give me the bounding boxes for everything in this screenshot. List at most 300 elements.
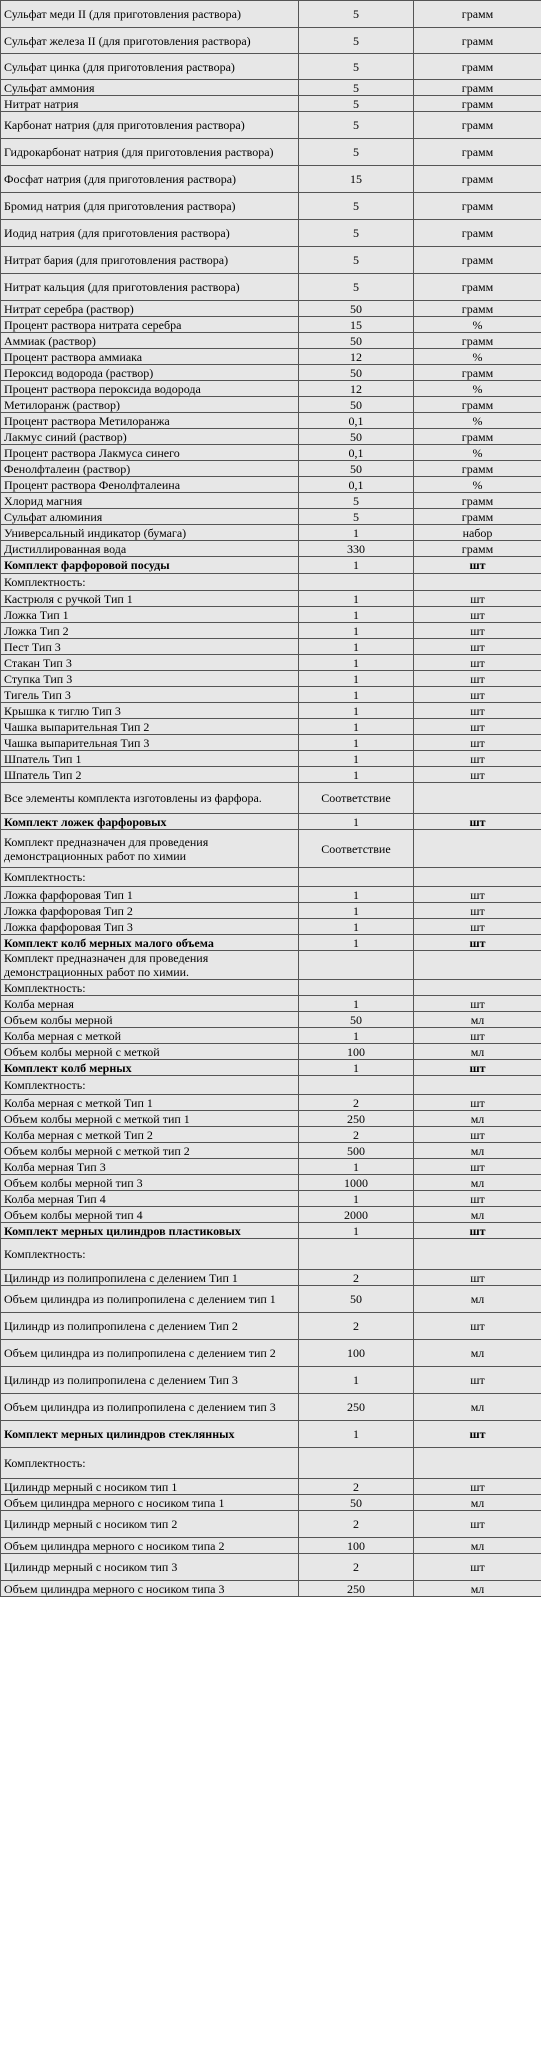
item-name-cell: Цилиндр мерный с носиком тип 2 bbox=[1, 1511, 299, 1538]
item-name-cell: Объем колбы мерной с меткой тип 1 bbox=[1, 1111, 299, 1127]
item-value-cell: 1 bbox=[299, 1191, 414, 1207]
item-name-cell: Фосфат натрия (для приготовления раствора) bbox=[1, 166, 299, 193]
item-name-cell: Карбонат натрия (для приготовления раствора) bbox=[1, 112, 299, 139]
item-unit-cell: грамм bbox=[414, 220, 541, 247]
item-unit-cell: шт bbox=[414, 1028, 541, 1044]
table-row bbox=[1, 1554, 541, 1581]
item-value-cell: 2 bbox=[299, 1313, 414, 1340]
item-value-cell: 1 bbox=[299, 919, 414, 935]
item-value-cell: 1 bbox=[299, 591, 414, 607]
item-value-cell: 1 bbox=[299, 935, 414, 951]
item-value-cell: 100 bbox=[299, 1044, 414, 1060]
table-row bbox=[1, 951, 541, 980]
item-value-cell bbox=[299, 1076, 414, 1095]
section-header-row bbox=[1, 1421, 541, 1448]
section-header-row bbox=[1, 935, 541, 951]
table-row bbox=[1, 751, 541, 767]
item-value-cell: 1 bbox=[299, 525, 414, 541]
table-row bbox=[1, 220, 541, 247]
item-unit-cell: мл bbox=[414, 1044, 541, 1060]
item-value-cell: 0,1 bbox=[299, 445, 414, 461]
table-row bbox=[1, 996, 541, 1012]
item-unit-cell: шт bbox=[414, 639, 541, 655]
table-row bbox=[1, 509, 541, 525]
item-unit-cell: % bbox=[414, 317, 541, 333]
item-value-cell: Соответствие bbox=[299, 830, 414, 868]
item-unit-cell: шт bbox=[414, 1313, 541, 1340]
item-unit-cell: грамм bbox=[414, 28, 541, 54]
item-value-cell: 1 bbox=[299, 719, 414, 735]
item-unit-cell: грамм bbox=[414, 397, 541, 413]
item-unit-cell: шт bbox=[414, 996, 541, 1012]
item-unit-cell: шт bbox=[414, 751, 541, 767]
item-value-cell: 2 bbox=[299, 1511, 414, 1538]
item-unit-cell: грамм bbox=[414, 301, 541, 317]
item-name-cell: Объем цилиндра мерного с носиком типа 2 bbox=[1, 1538, 299, 1554]
item-name-cell: Цилиндр из полипропилена с делением Тип 3 bbox=[1, 1367, 299, 1394]
item-value-cell: 1 bbox=[299, 687, 414, 703]
item-value-cell: 1 bbox=[299, 655, 414, 671]
item-value-cell: 2 bbox=[299, 1095, 414, 1111]
item-name-cell: Гидрокарбонат натрия (для приготовления раствора) bbox=[1, 139, 299, 166]
item-name-cell: Колба мерная Тип 3 bbox=[1, 1159, 299, 1175]
item-name-cell: Цилиндр мерный с носиком тип 1 bbox=[1, 1479, 299, 1495]
table-row bbox=[1, 1044, 541, 1060]
item-value-cell: 1 bbox=[299, 1367, 414, 1394]
item-unit-cell: шт bbox=[414, 1270, 541, 1286]
table-row bbox=[1, 525, 541, 541]
item-name-cell: Дистиллированная вода bbox=[1, 541, 299, 557]
item-value-cell: 12 bbox=[299, 381, 414, 397]
item-name-cell: Ложка Тип 1 bbox=[1, 607, 299, 623]
item-unit-cell: мл bbox=[414, 1581, 541, 1597]
item-unit-cell: мл bbox=[414, 1175, 541, 1191]
item-unit-cell: шт bbox=[414, 1479, 541, 1495]
item-unit-cell: мл bbox=[414, 1012, 541, 1028]
item-name-cell: Комплектность: bbox=[1, 868, 299, 887]
item-unit-cell: грамм bbox=[414, 541, 541, 557]
item-unit-cell bbox=[414, 1076, 541, 1095]
item-value-cell: 1 bbox=[299, 887, 414, 903]
item-value-cell: 5 bbox=[299, 1, 414, 28]
item-value-cell: 1 bbox=[299, 671, 414, 687]
item-unit-cell: мл bbox=[414, 1286, 541, 1313]
item-name-cell: Колба мерная с меткой bbox=[1, 1028, 299, 1044]
item-name-cell: Процент раствора Фенолфталеина bbox=[1, 477, 299, 493]
item-name-cell: Объем колбы мерной тип 3 bbox=[1, 1175, 299, 1191]
item-name-cell: Колба мерная bbox=[1, 996, 299, 1012]
specification-table-body bbox=[1, 1, 541, 1597]
item-value-cell: 2 bbox=[299, 1270, 414, 1286]
table-row bbox=[1, 365, 541, 381]
item-name-cell: Универсальный индикатор (бумага) bbox=[1, 525, 299, 541]
item-name-cell: Процент раствора аммиака bbox=[1, 349, 299, 365]
item-unit-cell: грамм bbox=[414, 54, 541, 80]
table-row bbox=[1, 317, 541, 333]
table-row bbox=[1, 493, 541, 509]
item-value-cell: 250 bbox=[299, 1111, 414, 1127]
table-row bbox=[1, 767, 541, 783]
item-name-cell: Объем цилиндра мерного с носиком типа 3 bbox=[1, 1581, 299, 1597]
item-name-cell: Метилоранж (раствор) bbox=[1, 397, 299, 413]
item-unit-cell: шт bbox=[414, 767, 541, 783]
table-row bbox=[1, 1012, 541, 1028]
table-row bbox=[1, 1239, 541, 1270]
table-row bbox=[1, 96, 541, 112]
item-unit-cell bbox=[414, 868, 541, 887]
item-name-cell: Пероксид водорода (раствор) bbox=[1, 365, 299, 381]
item-unit-cell bbox=[414, 980, 541, 996]
item-unit-cell: шт bbox=[414, 1159, 541, 1175]
item-name-cell: Комплект мерных цилиндров пластиковых bbox=[1, 1223, 299, 1239]
table-row bbox=[1, 687, 541, 703]
table-row bbox=[1, 445, 541, 461]
item-unit-cell: шт bbox=[414, 671, 541, 687]
item-value-cell: 100 bbox=[299, 1340, 414, 1367]
table-row bbox=[1, 1511, 541, 1538]
item-unit-cell: шт bbox=[414, 703, 541, 719]
item-value-cell: 1 bbox=[299, 703, 414, 719]
item-unit-cell: шт bbox=[414, 1060, 541, 1076]
table-row bbox=[1, 429, 541, 445]
section-header-row bbox=[1, 557, 541, 574]
item-unit-cell: грамм bbox=[414, 80, 541, 96]
item-name-cell: Нитрат натрия bbox=[1, 96, 299, 112]
item-name-cell: Процент раствора Метилоранжа bbox=[1, 413, 299, 429]
item-name-cell: Шпатель Тип 1 bbox=[1, 751, 299, 767]
table-row bbox=[1, 591, 541, 607]
item-name-cell: Процент раствора пероксида водорода bbox=[1, 381, 299, 397]
item-value-cell: 1 bbox=[299, 639, 414, 655]
item-value-cell: 50 bbox=[299, 1286, 414, 1313]
table-row bbox=[1, 980, 541, 996]
table-row bbox=[1, 1191, 541, 1207]
table-row bbox=[1, 1286, 541, 1313]
item-unit-cell: шт bbox=[414, 1095, 541, 1111]
item-name-cell: Объем цилиндра из полипропилена с делением тип 3 bbox=[1, 1394, 299, 1421]
item-name-cell: Аммиак (раствор) bbox=[1, 333, 299, 349]
item-unit-cell: % bbox=[414, 413, 541, 429]
item-unit-cell: шт bbox=[414, 903, 541, 919]
item-unit-cell: шт bbox=[414, 935, 541, 951]
item-unit-cell: шт bbox=[414, 1367, 541, 1394]
item-name-cell: Чашка выпарительная Тип 2 bbox=[1, 719, 299, 735]
table-row bbox=[1, 1175, 541, 1191]
item-value-cell: 1000 bbox=[299, 1175, 414, 1191]
table-row bbox=[1, 349, 541, 365]
table-row bbox=[1, 671, 541, 687]
item-value-cell: 2 bbox=[299, 1554, 414, 1581]
item-unit-cell bbox=[414, 1239, 541, 1270]
item-unit-cell: мл bbox=[414, 1394, 541, 1421]
item-name-cell: Иодид натрия (для приготовления раствора) bbox=[1, 220, 299, 247]
item-name-cell: Ложка фарфоровая Тип 1 bbox=[1, 887, 299, 903]
item-value-cell: 50 bbox=[299, 1495, 414, 1511]
item-value-cell: 15 bbox=[299, 317, 414, 333]
item-value-cell bbox=[299, 574, 414, 591]
table-row bbox=[1, 541, 541, 557]
table-row bbox=[1, 1495, 541, 1511]
item-value-cell: 50 bbox=[299, 461, 414, 477]
item-name-cell: Пест Тип 3 bbox=[1, 639, 299, 655]
item-value-cell: 1 bbox=[299, 607, 414, 623]
item-unit-cell: шт bbox=[414, 1421, 541, 1448]
item-unit-cell: мл bbox=[414, 1538, 541, 1554]
item-value-cell bbox=[299, 1239, 414, 1270]
item-unit-cell: грамм bbox=[414, 365, 541, 381]
item-name-cell: Цилиндр из полипропилена с делением Тип 1 bbox=[1, 1270, 299, 1286]
table-row bbox=[1, 139, 541, 166]
table-row bbox=[1, 783, 541, 814]
section-header-row bbox=[1, 1060, 541, 1076]
item-value-cell: 1 bbox=[299, 996, 414, 1012]
table-row bbox=[1, 1538, 541, 1554]
item-name-cell: Комплект ложек фарфоровых bbox=[1, 814, 299, 830]
item-name-cell: Нитрат кальция (для приготовления раствора) bbox=[1, 274, 299, 301]
item-value-cell: 250 bbox=[299, 1581, 414, 1597]
table-row bbox=[1, 1143, 541, 1159]
table-row bbox=[1, 1394, 541, 1421]
item-name-cell: Цилиндр мерный с носиком тип 3 bbox=[1, 1554, 299, 1581]
item-unit-cell: грамм bbox=[414, 247, 541, 274]
table-row bbox=[1, 919, 541, 935]
item-unit-cell bbox=[414, 1448, 541, 1479]
item-unit-cell: шт bbox=[414, 919, 541, 935]
item-value-cell: 1 bbox=[299, 1223, 414, 1239]
item-unit-cell: % bbox=[414, 445, 541, 461]
item-unit-cell: мл bbox=[414, 1340, 541, 1367]
item-unit-cell: грамм bbox=[414, 509, 541, 525]
item-name-cell: Колба мерная с меткой Тип 2 bbox=[1, 1127, 299, 1143]
item-name-cell: Хлорид магния bbox=[1, 493, 299, 509]
item-name-cell: Комплект предназначен для проведения демонстрационных работ по химии. bbox=[1, 951, 299, 980]
item-name-cell: Колба мерная с меткой Тип 1 bbox=[1, 1095, 299, 1111]
item-unit-cell: % bbox=[414, 477, 541, 493]
table-row bbox=[1, 1367, 541, 1394]
item-name-cell: Объем колбы мерной с меткой тип 2 bbox=[1, 1143, 299, 1159]
item-name-cell: Комплектность: bbox=[1, 1076, 299, 1095]
item-unit-cell: грамм bbox=[414, 96, 541, 112]
item-unit-cell: шт bbox=[414, 1223, 541, 1239]
item-unit-cell: грамм bbox=[414, 493, 541, 509]
table-row bbox=[1, 54, 541, 80]
item-name-cell: Нитрат серебра (раствор) bbox=[1, 301, 299, 317]
item-value-cell: Соответствие bbox=[299, 783, 414, 814]
table-row bbox=[1, 1207, 541, 1223]
table-row bbox=[1, 1159, 541, 1175]
item-name-cell: Сульфат алюминия bbox=[1, 509, 299, 525]
table-row bbox=[1, 1581, 541, 1597]
table-row bbox=[1, 274, 541, 301]
table-row bbox=[1, 735, 541, 751]
table-row bbox=[1, 1, 541, 28]
item-value-cell: 5 bbox=[299, 274, 414, 301]
table-row bbox=[1, 1111, 541, 1127]
item-value-cell: 5 bbox=[299, 28, 414, 54]
item-name-cell: Шпатель Тип 2 bbox=[1, 767, 299, 783]
item-unit-cell: грамм bbox=[414, 139, 541, 166]
item-unit-cell: шт bbox=[414, 887, 541, 903]
item-name-cell: Комплектность: bbox=[1, 1239, 299, 1270]
item-value-cell: 5 bbox=[299, 80, 414, 96]
item-unit-cell: шт bbox=[414, 557, 541, 574]
item-unit-cell: грамм bbox=[414, 461, 541, 477]
item-name-cell: Стакан Тип 3 bbox=[1, 655, 299, 671]
item-name-cell: Ступка Тип 3 bbox=[1, 671, 299, 687]
table-row bbox=[1, 166, 541, 193]
section-header-row bbox=[1, 814, 541, 830]
table-row bbox=[1, 461, 541, 477]
item-unit-cell: шт bbox=[414, 607, 541, 623]
table-row bbox=[1, 719, 541, 735]
item-unit-cell: грамм bbox=[414, 193, 541, 220]
table-row bbox=[1, 1028, 541, 1044]
item-value-cell: 2 bbox=[299, 1479, 414, 1495]
item-value-cell: 15 bbox=[299, 166, 414, 193]
table-row bbox=[1, 1127, 541, 1143]
item-name-cell: Комплект фарфоровой посуды bbox=[1, 557, 299, 574]
item-name-cell: Сульфат железа II (для приготовления раствора) bbox=[1, 28, 299, 54]
item-name-cell: Комплект колб мерных малого объема bbox=[1, 935, 299, 951]
table-row bbox=[1, 247, 541, 274]
table-row bbox=[1, 397, 541, 413]
item-value-cell: 50 bbox=[299, 1012, 414, 1028]
table-row bbox=[1, 1479, 541, 1495]
item-unit-cell: мл bbox=[414, 1111, 541, 1127]
table-row bbox=[1, 1313, 541, 1340]
table-row bbox=[1, 333, 541, 349]
item-name-cell: Комплектность: bbox=[1, 1448, 299, 1479]
item-unit-cell bbox=[414, 783, 541, 814]
item-unit-cell bbox=[414, 951, 541, 980]
item-name-cell: Все элементы комплекта изготовлены из фарфора. bbox=[1, 783, 299, 814]
table-row bbox=[1, 574, 541, 591]
item-value-cell: 5 bbox=[299, 54, 414, 80]
item-name-cell: Комплект колб мерных bbox=[1, 1060, 299, 1076]
item-name-cell: Комплектность: bbox=[1, 574, 299, 591]
item-name-cell: Процент раствора Лакмуса синего bbox=[1, 445, 299, 461]
item-value-cell: 1 bbox=[299, 623, 414, 639]
item-unit-cell: мл bbox=[414, 1143, 541, 1159]
item-value-cell: 500 bbox=[299, 1143, 414, 1159]
table-row bbox=[1, 1095, 541, 1111]
item-name-cell: Лакмус синий (раствор) bbox=[1, 429, 299, 445]
table-row bbox=[1, 193, 541, 220]
item-name-cell: Объем колбы мерной bbox=[1, 1012, 299, 1028]
item-name-cell: Чашка выпарительная Тип 3 bbox=[1, 735, 299, 751]
item-name-cell: Объем цилиндра из полипропилена с делением тип 1 bbox=[1, 1286, 299, 1313]
item-unit-cell: шт bbox=[414, 655, 541, 671]
item-value-cell: 1 bbox=[299, 814, 414, 830]
item-value-cell: 50 bbox=[299, 333, 414, 349]
item-unit-cell: шт bbox=[414, 623, 541, 639]
item-value-cell: 5 bbox=[299, 139, 414, 166]
item-name-cell: Процент раствора нитрата серебра bbox=[1, 317, 299, 333]
item-name-cell: Колба мерная Тип 4 bbox=[1, 1191, 299, 1207]
item-name-cell: Комплект предназначен для проведения демонстрационных работ по химии bbox=[1, 830, 299, 868]
item-unit-cell: грамм bbox=[414, 429, 541, 445]
table-row bbox=[1, 28, 541, 54]
item-unit-cell: грамм bbox=[414, 1, 541, 28]
table-row bbox=[1, 1270, 541, 1286]
item-value-cell: 5 bbox=[299, 247, 414, 274]
item-unit-cell: шт bbox=[414, 1511, 541, 1538]
item-value-cell bbox=[299, 868, 414, 887]
item-value-cell bbox=[299, 980, 414, 996]
section-header-row bbox=[1, 1223, 541, 1239]
item-name-cell: Сульфат аммония bbox=[1, 80, 299, 96]
item-name-cell: Бромид натрия (для приготовления раствора) bbox=[1, 193, 299, 220]
table-row bbox=[1, 477, 541, 493]
table-row bbox=[1, 413, 541, 429]
item-unit-cell bbox=[414, 574, 541, 591]
item-unit-cell: шт bbox=[414, 814, 541, 830]
item-value-cell: 1 bbox=[299, 557, 414, 574]
item-value-cell: 2000 bbox=[299, 1207, 414, 1223]
item-name-cell: Объем колбы мерной тип 4 bbox=[1, 1207, 299, 1223]
table-row bbox=[1, 301, 541, 317]
item-value-cell: 100 bbox=[299, 1538, 414, 1554]
item-value-cell: 1 bbox=[299, 751, 414, 767]
item-name-cell: Кастрюля с ручкой Тип 1 bbox=[1, 591, 299, 607]
item-unit-cell: % bbox=[414, 349, 541, 365]
item-name-cell: Ложка фарфоровая Тип 2 bbox=[1, 903, 299, 919]
item-value-cell: 5 bbox=[299, 193, 414, 220]
item-value-cell: 50 bbox=[299, 301, 414, 317]
item-value-cell: 330 bbox=[299, 541, 414, 557]
table-row bbox=[1, 887, 541, 903]
item-unit-cell: шт bbox=[414, 1554, 541, 1581]
item-value-cell bbox=[299, 951, 414, 980]
item-unit-cell: грамм bbox=[414, 333, 541, 349]
item-value-cell: 0,1 bbox=[299, 413, 414, 429]
item-name-cell: Сульфат цинка (для приготовления раствора) bbox=[1, 54, 299, 80]
table-row bbox=[1, 607, 541, 623]
item-unit-cell: шт bbox=[414, 719, 541, 735]
item-unit-cell: шт bbox=[414, 1127, 541, 1143]
item-value-cell: 5 bbox=[299, 112, 414, 139]
table-row bbox=[1, 1340, 541, 1367]
item-value-cell: 1 bbox=[299, 1159, 414, 1175]
item-name-cell: Объем цилиндра мерного с носиком типа 1 bbox=[1, 1495, 299, 1511]
item-value-cell: 50 bbox=[299, 397, 414, 413]
item-value-cell: 1 bbox=[299, 903, 414, 919]
item-name-cell: Объем колбы мерной с меткой bbox=[1, 1044, 299, 1060]
item-name-cell: Нитрат бария (для приготовления раствора) bbox=[1, 247, 299, 274]
item-unit-cell: мл bbox=[414, 1207, 541, 1223]
item-name-cell: Крышка к тиглю Тип 3 bbox=[1, 703, 299, 719]
item-value-cell bbox=[299, 1448, 414, 1479]
item-value-cell: 1 bbox=[299, 1028, 414, 1044]
item-name-cell: Цилиндр из полипропилена с делением Тип 2 bbox=[1, 1313, 299, 1340]
table-row bbox=[1, 903, 541, 919]
item-value-cell: 1 bbox=[299, 1060, 414, 1076]
table-row bbox=[1, 655, 541, 671]
item-name-cell: Комплект мерных цилиндров стеклянных bbox=[1, 1421, 299, 1448]
item-unit-cell: шт bbox=[414, 735, 541, 751]
item-value-cell: 5 bbox=[299, 493, 414, 509]
item-name-cell: Сульфат меди II (для приготовления раствора) bbox=[1, 1, 299, 28]
table-row bbox=[1, 112, 541, 139]
item-unit-cell: мл bbox=[414, 1495, 541, 1511]
item-name-cell: Комплектность: bbox=[1, 980, 299, 996]
item-value-cell: 5 bbox=[299, 96, 414, 112]
item-unit-cell: грамм bbox=[414, 112, 541, 139]
table-row bbox=[1, 1448, 541, 1479]
item-value-cell: 50 bbox=[299, 429, 414, 445]
table-row bbox=[1, 639, 541, 655]
table-row bbox=[1, 80, 541, 96]
